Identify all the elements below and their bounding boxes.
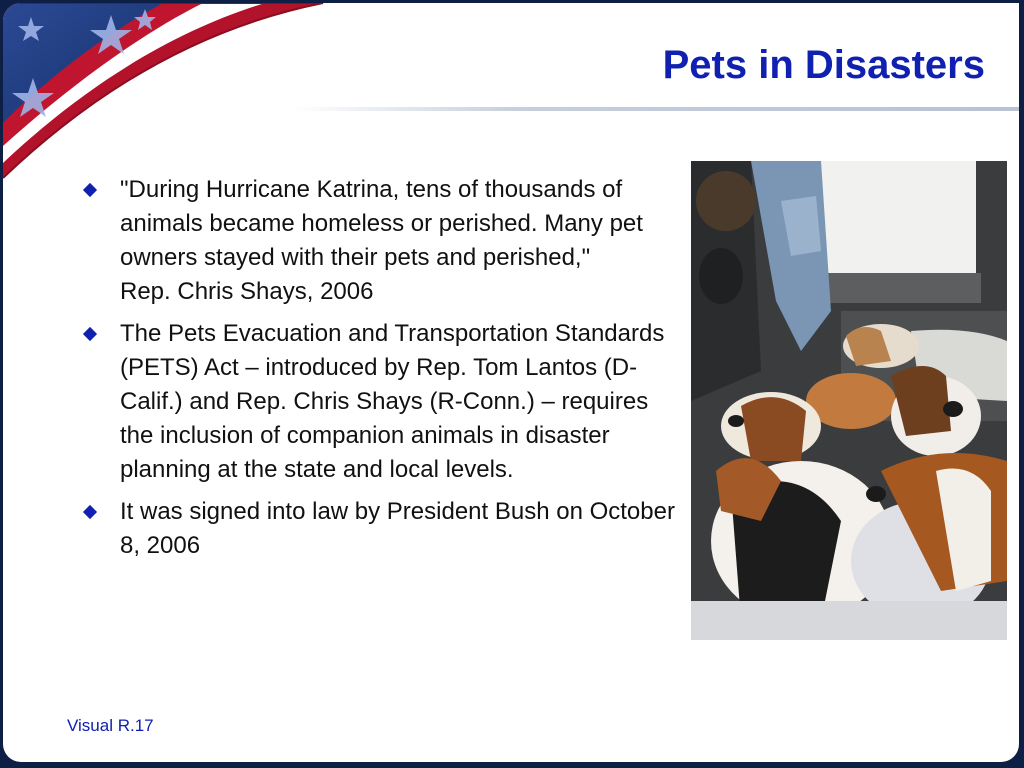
diamond-bullet-icon bbox=[83, 505, 97, 519]
bullet-attribution: Rep. Chris Shays, 2006 bbox=[120, 278, 374, 305]
slide-title: Pets in Disasters bbox=[662, 43, 985, 87]
dogs-in-car-photo bbox=[691, 161, 1007, 640]
bullet-list bbox=[85, 173, 680, 571]
bullet-text: The Pets Evacuation and Transportation Standards (PETS) Act – introduced by Rep. Tom Lantos (D-Calif.) and Rep. Chris Shays (R-Conn.) – requires the inclusion of companion animals in disaster planning at the state and local levels. bbox=[120, 320, 665, 483]
american-flag-corner-icon bbox=[3, 3, 343, 193]
list-item bbox=[85, 495, 680, 563]
diamond-bullet-icon bbox=[83, 183, 97, 197]
title-divider bbox=[293, 107, 1019, 111]
diamond-bullet-icon bbox=[83, 327, 97, 341]
bullet-text: It was signed into law by President Bush on October 8, 2006 bbox=[120, 498, 675, 559]
list-item bbox=[85, 317, 680, 487]
bullet-text: "During Hurricane Katrina, tens of thousands of animals became homeless or perished. Many pet owners stayed with their pets and perished," bbox=[120, 176, 643, 271]
list-item bbox=[85, 173, 680, 309]
slide-footer: Visual R.17 bbox=[67, 716, 154, 735]
